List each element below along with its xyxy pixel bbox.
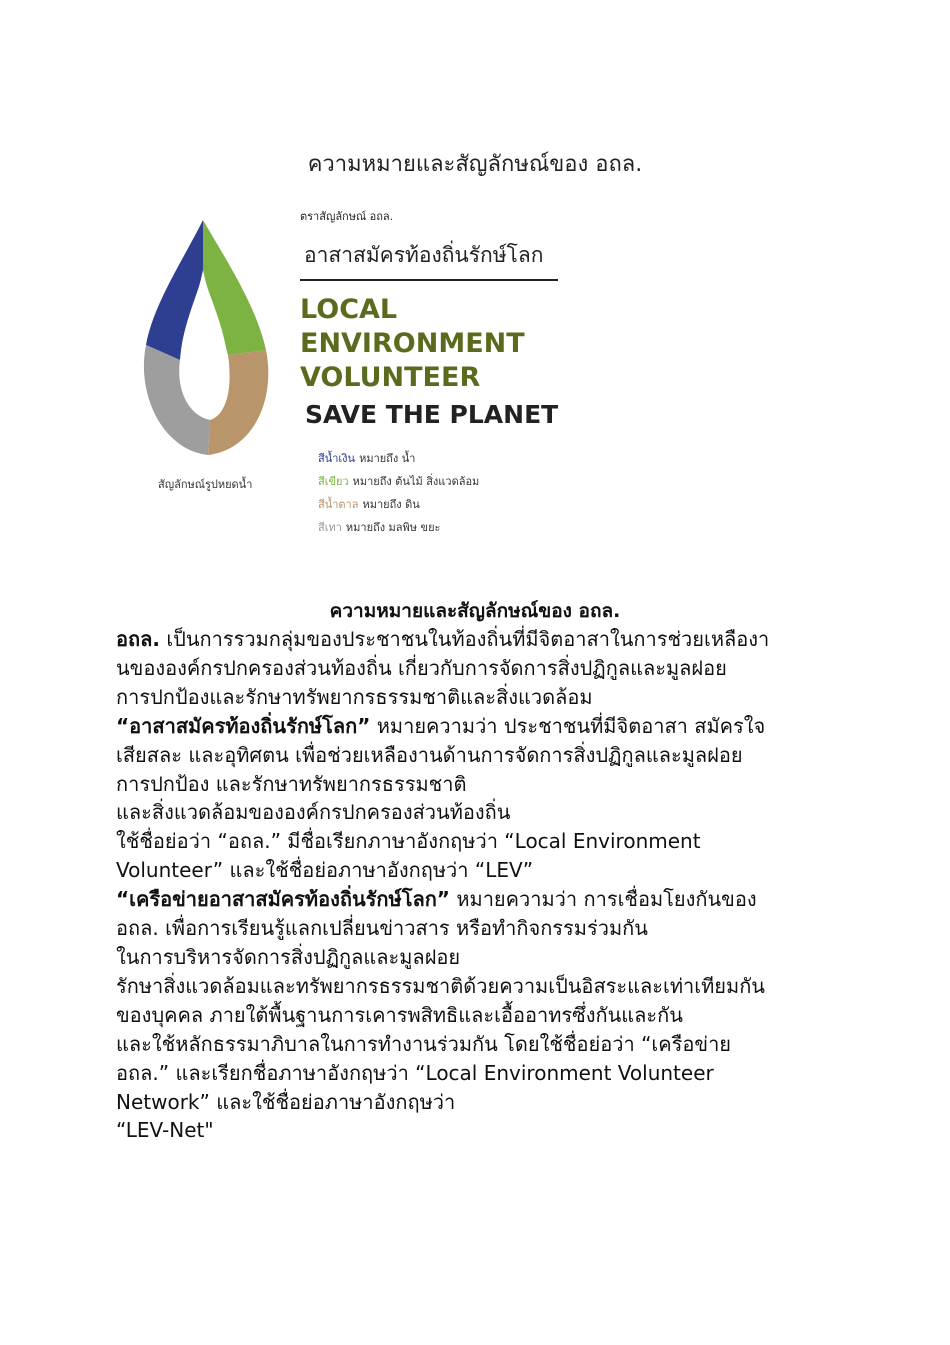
logo-tagline: SAVE THE PLANET [305,400,559,429]
legend-color: สีน้ำตาล [318,498,359,511]
legend-meaning: หมายถึง น้ำ [359,452,416,465]
paragraph [116,625,846,654]
text-line: การปกป้อง และรักษาทรัพยากรธรรมชาติ [116,771,467,796]
text-line: ของบุคคล ภายใต้พื้นฐานการเคารพสิทธิและเอื้ออาทรซึ่งกันและกัน [116,1002,683,1027]
logo-small-title: ตราสัญลักษณ์ อถล. [300,210,394,223]
text-line: หมายความว่า ประชาชนที่มีจิตอาสา สมัครใจ [370,713,766,738]
text-line: เสียสละ และอุทิศตน เพื่อช่วยเหลืองานด้านการจัดการสิ่งปฏิกูลและมูลฝอย [116,742,743,767]
legend-color: สีเขียว [318,475,349,488]
legend-color: สีเทา [318,521,342,534]
text-line: และใช้หลักธรรมาภิบาลในการทำงานร่วมกัน โดยใช้ชื่อย่อว่า “เครือข่าย [116,1031,732,1056]
lev-logo [118,195,588,545]
logo-english-name [300,293,525,395]
text-line: “LEV-Net" [116,1118,214,1143]
term-bold: อถล. [116,627,160,651]
legend-item [318,447,479,470]
logo-english-line: VOLUNTEER [300,362,481,393]
color-legend [318,447,479,539]
paragraph [116,885,846,914]
water-drop-logo-icon [128,215,278,465]
body-title: ความหมายและสัญลักษณ์ของ อถล. [329,600,621,622]
term-bold: “อาสาสมัครท้องถิ่นรักษ์โลก” [116,713,371,738]
logo-thai-title: อาสาสมัครท้องถิ่นรักษ์โลก [304,243,544,267]
text-line: รักษาสิ่งแวดล้อมและทรัพยากรธรรมชาติด้วยความเป็นอิสระและเท่าเทียมกัน [116,973,765,998]
text-line: Network” และใช้ชื่อย่อภาษาอังกฤษว่า [116,1089,456,1114]
text-line: เป็นการรวมกลุ่มของประชาชนในท้องถิ่นที่มีจิตอาสาในการช่วยเหลืองา [159,627,770,651]
text-line: ใช้ชื่อย่อว่า “อถล.” มีชื่อเรียกภาษาอังกฤษว่า “Local Environment [116,829,701,854]
text-line: อถล.” และเรียกชื่อภาษาอังกฤษว่า “Local Environment Volunteer [116,1060,714,1085]
legend-item [318,516,479,539]
text-line: หมายความว่า การเชื่อมโยงกันของ [449,887,757,912]
text-line: และสิ่งแวดล้อมขององค์กรปกครองส่วนท้องถิ่น [116,800,511,825]
paragraph [116,712,846,741]
term-bold: “เครือข่ายอาสาสมัครท้องถิ่นรักษ์โลก” [116,887,450,912]
text-line: นขององค์กรปกครองส่วนท้องถิ่น เกี่ยวกับการจัดการสิ่งปฏิกูลและมูลฝอย [116,655,727,680]
legend-color: สีน้ำเงิน [318,452,356,465]
text-line: การปกป้องและรักษาทรัพยากรธรรมชาติและสิ่งแวดล้อม [116,684,593,709]
text-line: อถล. เพื่อการเรียนรู้แลกเปลี่ยนข่าวสาร หรือทำกิจกรรมร่วมกัน [116,916,648,941]
logo-english-line: LOCAL [300,294,398,325]
text-line: ในการบริหารจัดการสิ่งปฏิกูลและมูลฝอย [116,944,461,969]
logo-english-line: ENVIRONMENT [300,328,525,359]
legend-meaning: หมายถึง ต้นไม้ สิ่งแวดล้อม [352,475,480,488]
legend-meaning: หมายถึง ดิน [362,498,420,511]
legend-meaning: หมายถึง มลพิษ ขยะ [345,521,441,534]
body-text [116,625,846,1145]
text-line: Volunteer” และใช้ชื่อย่อภาษาอังกฤษว่า “LEV” [116,858,534,883]
divider [300,279,558,281]
legend-item [318,470,479,493]
drop-caption: สัญลักษณ์รูปหยดน้ำ [158,478,253,491]
legend-item [318,493,479,516]
page-heading: ความหมายและสัญลักษณ์ของ อถล. [307,152,643,177]
